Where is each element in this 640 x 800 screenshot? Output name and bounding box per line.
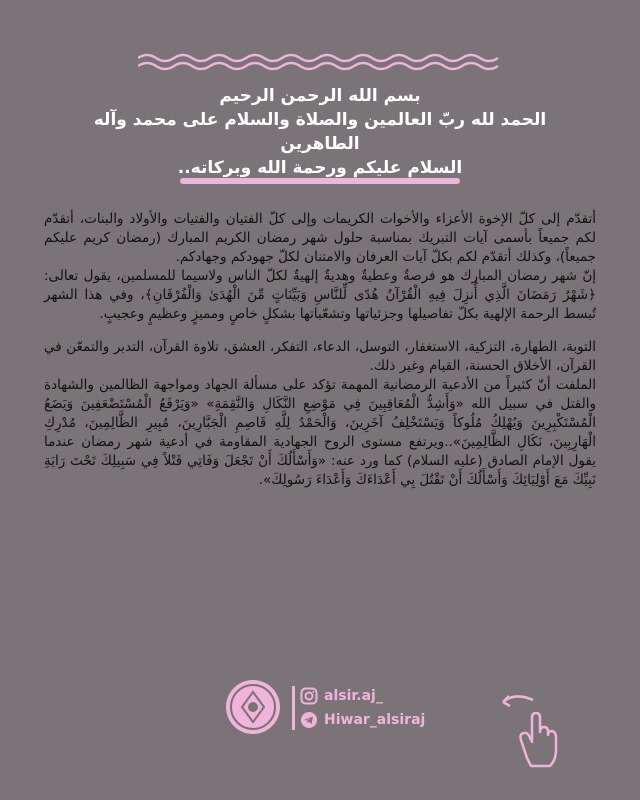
wavy-ornament-top	[138, 52, 502, 72]
lamp-logo-icon	[226, 680, 280, 734]
swipe-hand-icon	[495, 680, 565, 770]
footer-divider	[292, 686, 295, 730]
instagram-link[interactable]	[300, 686, 383, 706]
praise-heading: الحمد لله ربّ العالمين والصلاة والسلام على محمد وآله الطاهرين	[93, 110, 547, 154]
basmala-heading: بسم الله الرحمن الرحيم	[219, 86, 421, 106]
paragraph-ramadan-gift: إنّ شهر رمضان المبارك هو فرصةٌ وعطيةٌ وهديةٌ إلهيةٌ لكلّ الناس ولاسيما للمسلمين، يقول تعالى: ﴿شَهْرُ رَمَضَانَ الَّذِي أُنزِلَ فِيهِ الْقُرْآنُ هُدًى لِّلنَّاسِ وَبَيِّنَاتٍ مِّنَ الْهُدَىٰ وَالْفُرْقَانِ﴾، وفي هذا الشهر تُبسط الرحمة الإلهية بكلّ تفاصيلها وجزئياتها وتشعّباتها بشكلٍ خاصٍ ومميزٍ وعظيمٍ وعجيبٍ.	[44, 268, 596, 322]
telegram-icon	[300, 711, 318, 729]
paragraph-jihad-supplications: الملفت أنّ كثيراً من الأدعية الرمضانية المهمة تؤكد على مسألة الجهاد ومواجهة الظالمين والشهادة والقتل في سبيل الله «وَأَشِدُّ الْمُعَاقِبِينَ فِي مَوْضِعِ النَّكَالِ وَالنَّقِمَةِ» «وَيَرْفَعُ الْمُسْتَضْعَفِينَ وَيَضَعُ الْمُسْتَكْبِرِينَ وَيُهْلِكُ مُلُوكاً وَيَسْتَخْلِفُ آخَرِينَ، وَالْحَمْدُ لِلَّهِ قَاصِمِ الْجَبَّارِينَ، مُبِيرِ الظَّالِمِينَ، مُدْرِكِ الْهَارِبِينَ، نَكَالِ الظَّالِمِينَ»..ويرتفع مستوى الروح الجهادية المقاومة في أدعية شهر رمضان عندما يقول الإمام الصادق (عليه السلام) كما ورد عنه: «وَأَسْأَلُكَ أَنْ تَجْعَلَ وَفَاتِي قَتْلاً فِي سَبِيلِكَ تَحْتَ رَايَةِ نَبِيِّكَ مَعَ أَوْلِيَائِكَ وَأَسْأَلُكَ أَنْ تَقْتُلَ بِي أَعْدَاءَكَ وَأَعْدَاءَ رَسُولِكَ».	[44, 377, 596, 488]
paragraph-worship-list: التوبة، الطهارة، التزكية، الاستغفار، التوسل، الدعاء، التفكر، العشق، تلاوة القرآن، التدبر والتمعّن في القرآن، الأخلاق الحسنة، القيام وغير ذلك.	[44, 339, 596, 374]
instagram-icon	[300, 687, 318, 705]
paragraph-greeting: أتقدّم إلى كلّ الإخوة الأعزاء والأخوات الكريمات وإلى كلّ الفتيان والفتيات والأولاد والبنات، أتقدّم لكم جميعاً بأسمى آيات التبريك بمناسبة حلول شهر رمضان الكريم المبارك (رمضان كريم عليكم جميعاً)، وكذلك أتقدّم لكم بكلّ آيات العرفان والامتنان لكلّ جهودكم وجهادكم.	[44, 211, 596, 265]
message-body	[44, 210, 596, 490]
pink-divider	[180, 178, 460, 184]
instagram-handle: alsir.aj_	[324, 688, 383, 704]
telegram-link[interactable]	[300, 710, 425, 730]
header-greeting	[60, 84, 580, 180]
salutation-heading: السلام عليكم ورحمة الله وبركاته..	[177, 158, 463, 178]
footer	[0, 680, 640, 800]
telegram-handle: Hiwar_alsiraj	[324, 712, 426, 728]
